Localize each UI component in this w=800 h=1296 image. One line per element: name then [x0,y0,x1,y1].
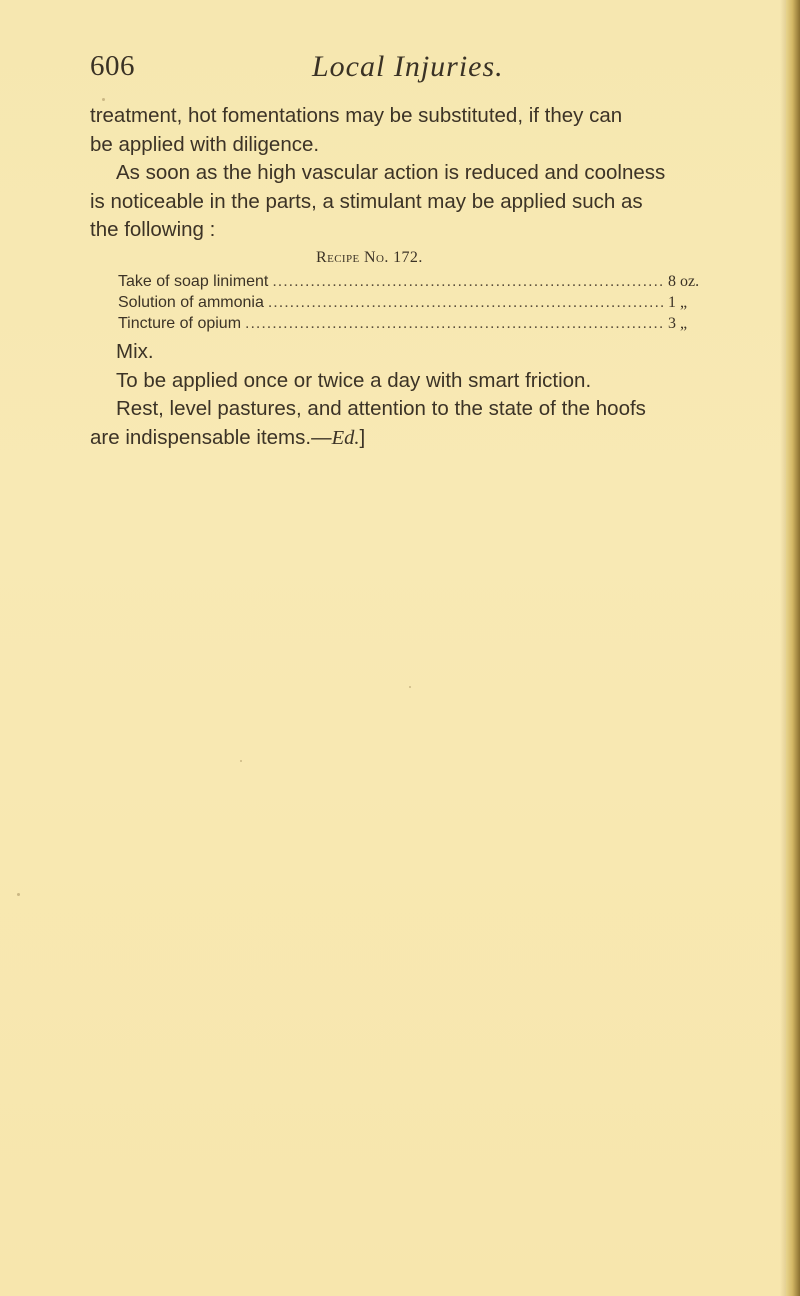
ingredient-row [118,271,714,292]
recipe-heading: Recipe No. 172. [316,248,423,266]
ingredient-name: Solution of ammonia [118,293,264,311]
text-line: treatment, hot fomentations may be substituted, if they can [90,104,623,127]
text-line: Rest, level pastures, and attention to the state of the hoofs [116,397,646,421]
editor-mark: Ed. [331,426,360,449]
text-line: are indispensable items.— [90,425,332,449]
running-title: Local Injuries. [312,50,504,83]
ingredient-quantity: 1 „ [668,293,688,311]
page-number: 606 [90,50,135,82]
dot-leader [268,292,664,313]
paragraph-application [90,367,750,396]
paragraph-rest [90,395,750,452]
ingredient-quantity: 8 oz. [668,272,700,290]
text-line: is noticeable in the parts, a stimulant may be applied such as [90,189,643,213]
paper-speck [240,760,242,762]
text-line: To be applied once or twice a day with smart friction. [116,368,592,392]
dot-leader [245,313,664,334]
page-edge-shadow [780,0,786,1296]
text-line: As soon as the high vascular action is reduced and coolness [116,161,666,185]
text-line: the following : [90,218,216,242]
ingredient-name: Take of soap liniment [118,272,269,290]
ingredient-row [118,292,714,313]
paragraph-stimulant [90,159,750,245]
paper-speck [102,98,105,101]
ingredient-list [90,271,718,334]
ingredient-name: Tincture of opium [118,314,242,332]
page-binding-edge [786,0,800,1296]
closing-bracket: ] [359,425,366,449]
paragraph-continuation [90,102,750,159]
page-body [90,102,750,452]
ingredient-quantity: 3 „ [668,314,688,332]
paper-speck [409,686,411,688]
text-line: be applied with diligence. [90,132,320,156]
paper-speck [17,893,20,896]
mix-instruction: Mix. [116,339,154,363]
ingredient-row [118,313,714,334]
page-header [90,50,750,94]
dot-leader [272,271,664,292]
